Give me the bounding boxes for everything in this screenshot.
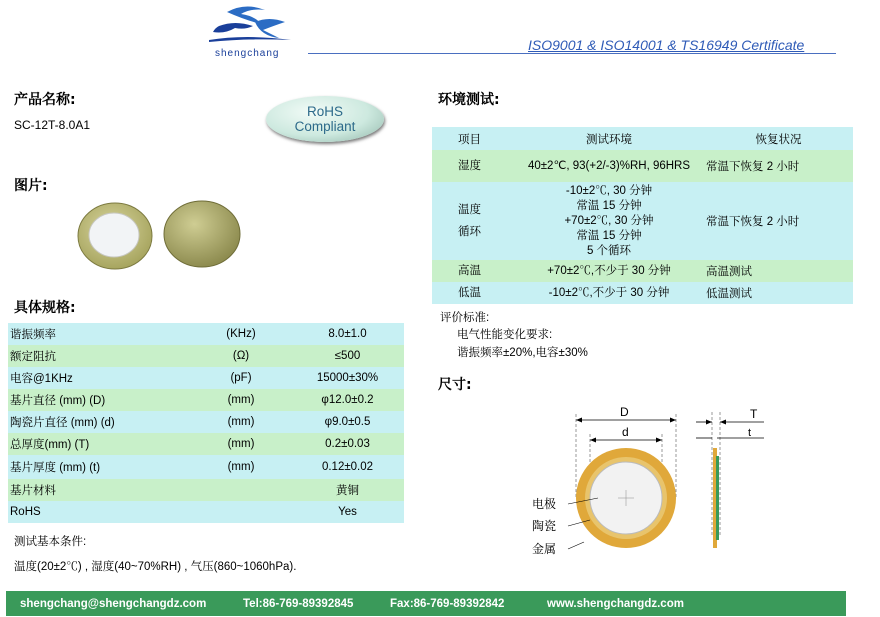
spec-unit: (pF) xyxy=(230,372,252,384)
header-rule xyxy=(308,53,836,54)
label-t: t xyxy=(748,427,752,439)
specs-table xyxy=(8,323,404,523)
footer-tel: Tel:86-769-89392845 xyxy=(243,598,354,610)
spec-unit: (mm) xyxy=(227,416,255,428)
rohs-badge-line2: Compliant xyxy=(294,119,356,134)
spec-unit xyxy=(191,501,291,523)
spec-row xyxy=(8,479,404,501)
spec-name: 基片材料 xyxy=(10,485,56,497)
env-condition-line: 常温 15 分钟 xyxy=(576,229,642,242)
product-photo xyxy=(70,198,250,274)
env-condition-line: +70±2℃, 30 分钟 xyxy=(564,214,654,227)
env-recovery: 常温下恢复 2 小时 xyxy=(706,216,800,228)
spec-row xyxy=(8,501,404,523)
product-model: SC-12T-8.0A1 xyxy=(14,118,91,132)
label-d: d xyxy=(622,425,629,439)
env-item: 温度 循环 xyxy=(458,204,481,238)
label-electrode: 电极 xyxy=(532,497,557,511)
env-condition-line: -10±2℃,不少于 30 分钟 xyxy=(548,286,670,299)
env-item: 湿度 xyxy=(458,160,481,172)
spec-unit: (KHz) xyxy=(226,328,256,340)
spec-unit xyxy=(191,479,291,501)
env-condition xyxy=(514,182,704,260)
spec-row xyxy=(8,411,404,433)
spec-value: φ12.0±0.2 xyxy=(321,394,374,406)
spec-row xyxy=(8,389,404,411)
env-condition-line: -10±2℃, 30 分钟 xyxy=(565,184,653,197)
product-name-heading: 产品名称: xyxy=(14,92,76,108)
spec-value: ≤500 xyxy=(334,350,361,362)
environment-heading: 环境测试: xyxy=(438,92,500,108)
env-recovery: 高温测试 xyxy=(706,266,752,278)
spec-value: 8.0±1.0 xyxy=(328,328,367,340)
env-item: 低温 xyxy=(458,287,481,299)
dimensions-heading: 尺寸: xyxy=(438,377,472,393)
spec-value: φ9.0±0.5 xyxy=(324,416,371,428)
spec-unit: (mm) xyxy=(227,394,255,406)
criteria-value: 谐振频率±20%,电容±30% xyxy=(457,347,588,359)
label-metal: 金属 xyxy=(532,542,557,556)
env-condition xyxy=(514,282,704,304)
footer-website[interactable]: www.shengchangdz.com xyxy=(547,598,684,610)
spec-name: 电容@1KHz xyxy=(10,373,73,385)
certificate-text: ISO9001 & ISO14001 & TS16949 Certificate xyxy=(528,37,805,53)
label-ceramic: 陶瓷 xyxy=(532,519,557,533)
spec-row xyxy=(8,433,404,455)
label-D: D xyxy=(620,405,629,419)
logo-mark-icon xyxy=(205,4,295,48)
env-condition-line: 40±2℃, 93(+2/-3)%RH, 96HRS xyxy=(527,159,691,172)
rohs-badge-line1: RoHS xyxy=(306,104,343,119)
spec-name: 陶瓷片直径 (mm) (d) xyxy=(10,417,115,429)
spec-row xyxy=(8,367,404,389)
spec-value: Yes xyxy=(338,506,357,518)
env-row xyxy=(432,282,853,304)
company-logo xyxy=(205,4,295,60)
spec-row xyxy=(8,455,404,479)
criteria-label: 评价标准: xyxy=(440,312,490,324)
rohs-badge xyxy=(266,96,384,142)
spec-name: 基片直径 (mm) (D) xyxy=(10,395,106,407)
spec-value: 0.12±0.02 xyxy=(321,461,374,473)
env-recovery: 低温测试 xyxy=(706,288,752,300)
spec-value: 15000±30% xyxy=(316,372,379,384)
spec-unit: (mm) xyxy=(227,438,255,450)
footer-fax: Fax:86-769-89392842 xyxy=(390,598,505,610)
spec-name: 基片厚度 (mm) (t) xyxy=(10,462,101,474)
spec-unit: (Ω) xyxy=(232,350,250,362)
spec-value: 0.2±0.03 xyxy=(325,438,370,450)
spec-name: 额定阻抗 xyxy=(10,351,56,363)
env-header-cell: 恢复状况 xyxy=(755,133,802,146)
env-row xyxy=(432,182,853,260)
env-condition xyxy=(514,150,704,182)
environment-table xyxy=(432,127,853,304)
env-header-cell: 测试环境 xyxy=(586,133,632,146)
label-T: T xyxy=(750,407,758,421)
env-condition xyxy=(514,260,704,282)
criteria-sub: 电气性能变化要求: xyxy=(457,329,553,341)
specs-heading: 具体规格: xyxy=(14,300,76,316)
spec-name: 总厚度(mm) (T) xyxy=(10,439,90,451)
env-condition-line: +70±2℃,不少于 30 分钟 xyxy=(547,264,671,277)
env-header-cell: 项目 xyxy=(458,133,481,146)
env-row xyxy=(432,260,853,282)
picture-heading: 图片: xyxy=(14,178,48,194)
logo-text: shengchang xyxy=(215,48,280,59)
spec-row xyxy=(8,345,404,367)
footer-email[interactable]: shengchang@shengchangdz.com xyxy=(20,598,207,610)
spec-value: 黄铜 xyxy=(336,485,359,497)
spec-row xyxy=(8,323,404,345)
env-condition-line: 5 个循环 xyxy=(586,244,632,257)
spec-name: 谐振频率 xyxy=(10,329,56,341)
test-conditions: 温度(20±2℃) , 湿度(40~70%RH) , 气压(860~1060hPa). xyxy=(14,561,297,573)
footer-bar xyxy=(6,591,846,616)
env-recovery: 常温下恢复 2 小时 xyxy=(706,161,800,173)
spec-unit: (mm) xyxy=(227,461,255,473)
env-header-row xyxy=(432,127,853,150)
spec-name: RoHS xyxy=(10,506,41,518)
env-item: 高温 xyxy=(458,265,481,277)
test-conditions-label: 测试基本条件: xyxy=(14,536,87,548)
dimension-drawing xyxy=(500,402,790,572)
env-condition-line: 常温 15 分钟 xyxy=(576,199,642,212)
env-row xyxy=(432,150,853,182)
